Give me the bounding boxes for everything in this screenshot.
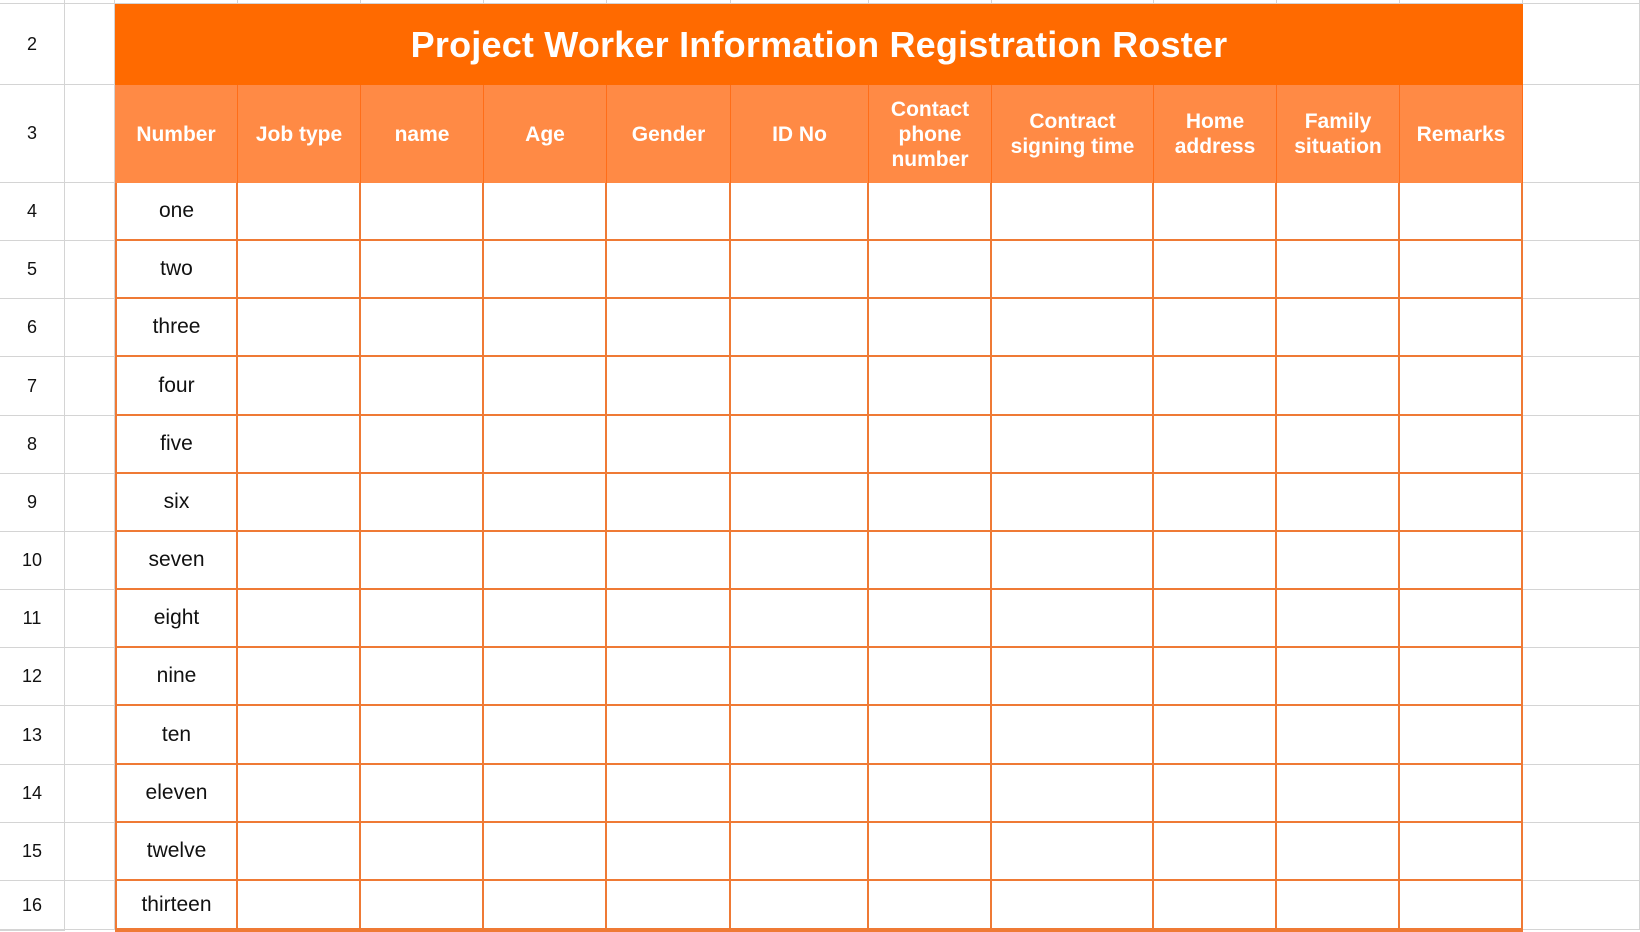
table-cell[interactable] <box>1400 299 1523 357</box>
table-cell[interactable] <box>731 299 869 357</box>
sheet-cell[interactable] <box>1523 357 1640 416</box>
table-cell[interactable] <box>1154 357 1277 416</box>
table-cell[interactable] <box>484 299 607 357</box>
sheet-cell[interactable] <box>65 241 115 299</box>
table-cell[interactable] <box>992 357 1154 416</box>
sheet-cell[interactable] <box>65 590 115 648</box>
table-cell[interactable] <box>992 241 1154 299</box>
table-cell[interactable] <box>484 823 607 881</box>
table-cell[interactable] <box>607 823 731 881</box>
number-cell[interactable]: five <box>115 416 238 474</box>
table-cell[interactable] <box>361 474 484 532</box>
table-cell[interactable] <box>1400 416 1523 474</box>
table-cell[interactable] <box>607 706 731 765</box>
sheet-cell[interactable] <box>65 823 115 881</box>
sheet-cell[interactable] <box>65 4 115 85</box>
table-cell[interactable] <box>731 706 869 765</box>
sheet-cell[interactable] <box>65 474 115 532</box>
table-cell[interactable] <box>238 299 361 357</box>
table-cell[interactable] <box>607 357 731 416</box>
table-cell[interactable] <box>361 183 484 241</box>
number-cell[interactable]: four <box>115 357 238 416</box>
column-header[interactable]: name <box>361 85 484 183</box>
sheet-cell[interactable] <box>1523 241 1640 299</box>
table-cell[interactable] <box>238 765 361 823</box>
table-cell[interactable] <box>992 706 1154 765</box>
table-cell[interactable] <box>992 823 1154 881</box>
table-cell[interactable] <box>607 881 731 930</box>
table-cell[interactable] <box>731 590 869 648</box>
table-cell[interactable] <box>607 416 731 474</box>
table-cell[interactable] <box>869 532 992 590</box>
row-header[interactable]: 10 <box>0 532 65 590</box>
column-header[interactable]: Contract signing time <box>992 85 1154 183</box>
table-cell[interactable] <box>607 532 731 590</box>
table-cell[interactable] <box>1154 183 1277 241</box>
row-header[interactable]: 2 <box>0 4 65 85</box>
table-cell[interactable] <box>1400 706 1523 765</box>
sheet-cell[interactable] <box>1523 299 1640 357</box>
table-cell[interactable] <box>731 648 869 706</box>
sheet-cell[interactable] <box>65 706 115 765</box>
table-cell[interactable] <box>1277 357 1400 416</box>
column-header[interactable]: ID No <box>731 85 869 183</box>
sheet-cell[interactable] <box>1523 590 1640 648</box>
table-cell[interactable] <box>238 881 361 930</box>
row-header[interactable] <box>0 930 65 931</box>
sheet-cell[interactable] <box>65 183 115 241</box>
number-cell[interactable]: two <box>115 241 238 299</box>
table-cell[interactable] <box>1277 648 1400 706</box>
number-cell[interactable]: three <box>115 299 238 357</box>
sheet-cell[interactable] <box>65 881 115 930</box>
table-cell[interactable] <box>1400 183 1523 241</box>
table-cell[interactable] <box>1277 823 1400 881</box>
number-cell[interactable]: nine <box>115 648 238 706</box>
table-cell[interactable] <box>1277 881 1400 930</box>
column-header[interactable]: Family situation <box>1277 85 1400 183</box>
table-cell[interactable] <box>1277 183 1400 241</box>
table-cell[interactable] <box>238 241 361 299</box>
column-header[interactable]: Home address <box>1154 85 1277 183</box>
table-cell[interactable] <box>361 357 484 416</box>
table-cell[interactable] <box>607 590 731 648</box>
table-cell[interactable] <box>361 416 484 474</box>
sheet-cell[interactable] <box>1523 881 1640 930</box>
table-cell[interactable] <box>238 183 361 241</box>
table-cell[interactable] <box>1154 881 1277 930</box>
table-cell[interactable] <box>238 648 361 706</box>
table-cell[interactable] <box>607 183 731 241</box>
sheet-cell[interactable] <box>1523 4 1640 85</box>
table-cell[interactable] <box>1277 299 1400 357</box>
row-header[interactable]: 4 <box>0 183 65 241</box>
table-cell[interactable] <box>1400 881 1523 930</box>
table-cell[interactable] <box>869 357 992 416</box>
table-cell[interactable] <box>1277 241 1400 299</box>
number-cell[interactable]: one <box>115 183 238 241</box>
number-cell[interactable]: seven <box>115 532 238 590</box>
table-cell[interactable] <box>992 416 1154 474</box>
number-cell[interactable]: thirteen <box>115 881 238 930</box>
column-header[interactable]: Age <box>484 85 607 183</box>
sheet-cell[interactable] <box>65 648 115 706</box>
number-cell[interactable]: eleven <box>115 765 238 823</box>
table-cell[interactable] <box>484 416 607 474</box>
sheet-cell[interactable] <box>1523 474 1640 532</box>
table-cell[interactable] <box>869 765 992 823</box>
row-header[interactable]: 13 <box>0 706 65 765</box>
table-cell[interactable] <box>361 590 484 648</box>
number-cell[interactable]: six <box>115 474 238 532</box>
sheet-cell[interactable] <box>65 357 115 416</box>
row-header[interactable]: 9 <box>0 474 65 532</box>
table-cell[interactable] <box>1400 648 1523 706</box>
table-cell[interactable] <box>992 648 1154 706</box>
table-cell[interactable] <box>869 416 992 474</box>
roster-title: Project Worker Information Registration Roster <box>115 4 1523 85</box>
table-cell[interactable] <box>361 823 484 881</box>
table-cell[interactable] <box>361 881 484 930</box>
table-cell[interactable] <box>731 765 869 823</box>
table-cell[interactable] <box>1154 765 1277 823</box>
table-cell[interactable] <box>869 648 992 706</box>
table-cell[interactable] <box>484 648 607 706</box>
sheet-cell[interactable] <box>65 85 115 183</box>
row-header[interactable]: 3 <box>0 85 65 183</box>
sheet-cell[interactable] <box>65 765 115 823</box>
table-cell[interactable] <box>992 532 1154 590</box>
table-cell[interactable] <box>1154 474 1277 532</box>
column-header[interactable]: Gender <box>607 85 731 183</box>
table-cell[interactable] <box>361 765 484 823</box>
table-cell[interactable] <box>1154 299 1277 357</box>
sheet-cell[interactable] <box>65 416 115 474</box>
row-header[interactable]: 7 <box>0 357 65 416</box>
table-cell[interactable] <box>992 299 1154 357</box>
row-header[interactable]: 15 <box>0 823 65 881</box>
table-cell[interactable] <box>869 590 992 648</box>
sheet-cell[interactable] <box>1523 532 1640 590</box>
table-cell[interactable] <box>238 532 361 590</box>
table-cell[interactable] <box>992 765 1154 823</box>
sheet-cell[interactable] <box>1523 648 1640 706</box>
table-cell[interactable] <box>1400 241 1523 299</box>
sheet-cell[interactable] <box>1523 823 1640 881</box>
table-cell[interactable] <box>238 706 361 765</box>
number-cell[interactable]: twelve <box>115 823 238 881</box>
table-cell[interactable] <box>869 706 992 765</box>
sheet-cell[interactable] <box>1523 765 1640 823</box>
table-cell[interactable] <box>731 474 869 532</box>
row-header[interactable]: 14 <box>0 765 65 823</box>
table-cell[interactable] <box>607 299 731 357</box>
table-cell[interactable] <box>731 416 869 474</box>
table-cell[interactable] <box>238 357 361 416</box>
table-cell[interactable] <box>1154 823 1277 881</box>
number-cell[interactable]: ten <box>115 706 238 765</box>
table-cell[interactable] <box>869 299 992 357</box>
table-cell[interactable] <box>1154 532 1277 590</box>
sheet-cell[interactable] <box>65 299 115 357</box>
table-cell[interactable] <box>1400 357 1523 416</box>
table-cell[interactable] <box>1400 765 1523 823</box>
table-cell[interactable] <box>1400 823 1523 881</box>
table-cell[interactable] <box>1277 532 1400 590</box>
table-cell[interactable] <box>869 823 992 881</box>
table-cell[interactable] <box>361 532 484 590</box>
table-cell[interactable] <box>869 183 992 241</box>
table-cell[interactable] <box>731 241 869 299</box>
table-cell[interactable] <box>361 241 484 299</box>
table-cell[interactable] <box>1154 706 1277 765</box>
table-cell[interactable] <box>869 881 992 930</box>
row-header[interactable]: 16 <box>0 881 65 930</box>
table-cell[interactable] <box>1277 474 1400 532</box>
table-cell[interactable] <box>731 183 869 241</box>
row-header[interactable]: 12 <box>0 648 65 706</box>
table-cell[interactable] <box>238 823 361 881</box>
table-cell[interactable] <box>484 881 607 930</box>
table-cell[interactable] <box>361 299 484 357</box>
table-cell[interactable] <box>484 706 607 765</box>
table-cell[interactable] <box>361 706 484 765</box>
table-cell[interactable] <box>1400 474 1523 532</box>
table-cell[interactable] <box>607 765 731 823</box>
table-cell[interactable] <box>1154 241 1277 299</box>
column-header[interactable]: Job type <box>238 85 361 183</box>
table-cell[interactable] <box>1277 765 1400 823</box>
table-cell[interactable] <box>238 474 361 532</box>
sheet-cell[interactable] <box>1523 706 1640 765</box>
table-cell[interactable] <box>992 881 1154 930</box>
sheet-cell[interactable] <box>1523 183 1640 241</box>
table-cell[interactable] <box>1277 590 1400 648</box>
table-cell[interactable] <box>484 532 607 590</box>
table-cell[interactable] <box>484 241 607 299</box>
table-cell[interactable] <box>1154 416 1277 474</box>
table-cell[interactable] <box>361 648 484 706</box>
table-cell[interactable] <box>1400 532 1523 590</box>
table-cell[interactable] <box>731 823 869 881</box>
table-cell[interactable] <box>484 183 607 241</box>
table-cell[interactable] <box>484 590 607 648</box>
table-cell[interactable] <box>238 590 361 648</box>
table-cell[interactable] <box>992 474 1154 532</box>
sheet-cell[interactable] <box>65 532 115 590</box>
table-cell[interactable] <box>1277 706 1400 765</box>
table-cell[interactable] <box>869 474 992 532</box>
table-cell[interactable] <box>607 241 731 299</box>
table-cell[interactable] <box>607 474 731 532</box>
table-cell[interactable] <box>484 765 607 823</box>
table-cell[interactable] <box>484 357 607 416</box>
row-header[interactable]: 6 <box>0 299 65 357</box>
row-header[interactable]: 5 <box>0 241 65 299</box>
column-header[interactable]: Contact phone number <box>869 85 992 183</box>
number-cell[interactable]: eight <box>115 590 238 648</box>
row-header[interactable]: 11 <box>0 590 65 648</box>
table-cell[interactable] <box>731 357 869 416</box>
sheet-cell[interactable] <box>1523 85 1640 183</box>
sheet-cell[interactable] <box>1523 416 1640 474</box>
row-header[interactable]: 8 <box>0 416 65 474</box>
table-cell[interactable] <box>238 416 361 474</box>
table-cell[interactable] <box>869 241 992 299</box>
table-cell[interactable] <box>731 881 869 930</box>
table-cell[interactable] <box>992 590 1154 648</box>
table-cell[interactable] <box>731 532 869 590</box>
table-cell[interactable] <box>1154 648 1277 706</box>
table-cell[interactable] <box>992 183 1154 241</box>
table-cell[interactable] <box>607 648 731 706</box>
column-header[interactable]: Number <box>115 85 238 183</box>
table-cell[interactable] <box>484 474 607 532</box>
column-header[interactable]: Remarks <box>1400 85 1523 183</box>
table-cell[interactable] <box>1277 416 1400 474</box>
table-cell[interactable] <box>1400 590 1523 648</box>
table-cell[interactable] <box>1154 590 1277 648</box>
